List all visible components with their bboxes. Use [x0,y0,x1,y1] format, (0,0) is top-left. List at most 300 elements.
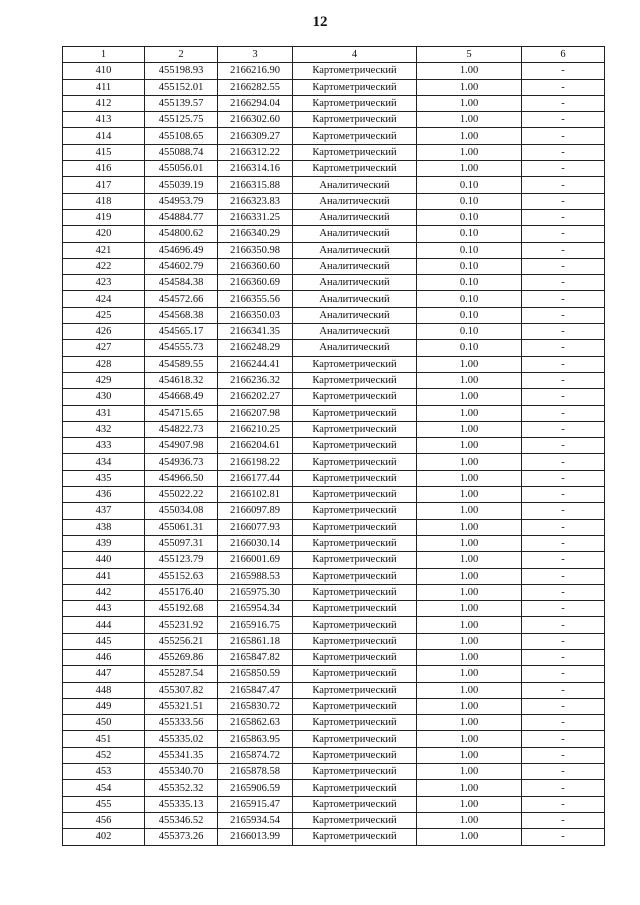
note-cell: - [522,63,605,79]
accuracy-cell: 1.00 [417,666,522,682]
note-cell: - [522,584,605,600]
note-cell: - [522,226,605,242]
note-cell: - [522,568,605,584]
accuracy-cell: 1.00 [417,584,522,600]
y-coordinate-cell: 2166202.27 [218,389,293,405]
y-coordinate-cell: 2166340.29 [218,226,293,242]
method-cell: Картометрический [293,356,417,372]
y-coordinate-cell: 2166302.60 [218,112,293,128]
y-coordinate-cell: 2166077.93 [218,519,293,535]
accuracy-cell: 1.00 [417,161,522,177]
accuracy-cell: 1.00 [417,731,522,747]
accuracy-cell: 1.00 [417,617,522,633]
point-number-cell: 449 [63,698,145,714]
point-number-cell: 425 [63,307,145,323]
table-row [63,454,605,470]
x-coordinate-cell: 455176.40 [145,584,218,600]
x-coordinate-cell: 455061.31 [145,519,218,535]
point-number-cell: 432 [63,421,145,437]
table-row [63,405,605,421]
method-cell: Аналитический [293,242,417,258]
table-row [63,601,605,617]
table-row [63,144,605,160]
table-row [63,552,605,568]
y-coordinate-cell: 2165861.18 [218,633,293,649]
note-cell: - [522,144,605,160]
point-number-cell: 453 [63,764,145,780]
note-cell: - [522,682,605,698]
x-coordinate-cell: 454966.50 [145,470,218,486]
x-coordinate-cell: 454953.79 [145,193,218,209]
point-number-cell: 411 [63,79,145,95]
y-coordinate-cell: 2165878.58 [218,764,293,780]
x-coordinate-cell: 455039.19 [145,177,218,193]
method-cell: Картометрический [293,617,417,633]
table-row [63,568,605,584]
x-coordinate-cell: 454936.73 [145,454,218,470]
y-coordinate-cell: 2165906.59 [218,780,293,796]
y-coordinate-cell: 2165934.54 [218,812,293,828]
table-header-row [63,47,605,63]
point-number-cell: 426 [63,324,145,340]
accuracy-cell: 1.00 [417,389,522,405]
x-coordinate-cell: 454568.38 [145,307,218,323]
table-row [63,275,605,291]
y-coordinate-cell: 2165850.59 [218,666,293,682]
table-row [63,209,605,225]
table-row [63,731,605,747]
column-header-3: 3 [218,47,293,63]
note-cell: - [522,535,605,551]
point-number-cell: 452 [63,747,145,763]
method-cell: Картометрический [293,780,417,796]
x-coordinate-cell: 454822.73 [145,421,218,437]
column-header-5: 5 [417,47,522,63]
point-number-cell: 421 [63,242,145,258]
point-number-cell: 413 [63,112,145,128]
y-coordinate-cell: 2166030.14 [218,535,293,551]
table-row [63,356,605,372]
accuracy-cell: 1.00 [417,405,522,421]
x-coordinate-cell: 455123.79 [145,552,218,568]
method-cell: Картометрический [293,470,417,486]
method-cell: Картометрический [293,438,417,454]
x-coordinate-cell: 454589.55 [145,356,218,372]
note-cell: - [522,454,605,470]
accuracy-cell: 1.00 [417,438,522,454]
accuracy-cell: 1.00 [417,421,522,437]
y-coordinate-cell: 2166314.16 [218,161,293,177]
note-cell: - [522,258,605,274]
y-coordinate-cell: 2165915.47 [218,796,293,812]
accuracy-cell: 1.00 [417,372,522,388]
y-coordinate-cell: 2165988.53 [218,568,293,584]
table-row [63,389,605,405]
y-coordinate-cell: 2166001.69 [218,552,293,568]
method-cell: Картометрический [293,421,417,437]
accuracy-cell: 1.00 [417,128,522,144]
method-cell: Картометрический [293,128,417,144]
method-cell: Аналитический [293,307,417,323]
point-number-cell: 442 [63,584,145,600]
point-number-cell: 435 [63,470,145,486]
accuracy-cell: 1.00 [417,63,522,79]
x-coordinate-cell: 455341.35 [145,747,218,763]
method-cell: Картометрический [293,633,417,649]
table-row [63,161,605,177]
method-cell: Картометрический [293,503,417,519]
y-coordinate-cell: 2165874.72 [218,747,293,763]
note-cell: - [522,780,605,796]
x-coordinate-cell: 455352.32 [145,780,218,796]
accuracy-cell: 1.00 [417,780,522,796]
method-cell: Картометрический [293,389,417,405]
accuracy-cell: 1.00 [417,470,522,486]
y-coordinate-cell: 2166294.04 [218,95,293,111]
note-cell: - [522,161,605,177]
method-cell: Картометрический [293,487,417,503]
y-coordinate-cell: 2166210.25 [218,421,293,437]
table-row [63,340,605,356]
x-coordinate-cell: 454565.17 [145,324,218,340]
note-cell: - [522,731,605,747]
table-row [63,242,605,258]
accuracy-cell: 0.10 [417,275,522,291]
accuracy-cell: 1.00 [417,144,522,160]
method-cell: Картометрический [293,372,417,388]
method-cell: Аналитический [293,258,417,274]
coordinates-table [62,46,605,846]
method-cell: Аналитический [293,177,417,193]
accuracy-cell: 1.00 [417,552,522,568]
table-row [63,764,605,780]
accuracy-cell: 0.10 [417,242,522,258]
table-row [63,372,605,388]
y-coordinate-cell: 2166360.60 [218,258,293,274]
x-coordinate-cell: 455192.68 [145,601,218,617]
note-cell: - [522,193,605,209]
y-coordinate-cell: 2166244.41 [218,356,293,372]
method-cell: Картометрический [293,829,417,845]
point-number-cell: 446 [63,649,145,665]
note-cell: - [522,601,605,617]
column-header-6: 6 [522,47,605,63]
note-cell: - [522,715,605,731]
note-cell: - [522,698,605,714]
table-row [63,63,605,79]
table-row [63,519,605,535]
table-row [63,682,605,698]
accuracy-cell: 1.00 [417,356,522,372]
accuracy-cell: 1.00 [417,454,522,470]
x-coordinate-cell: 455139.57 [145,95,218,111]
x-coordinate-cell: 454884.77 [145,209,218,225]
y-coordinate-cell: 2166360.69 [218,275,293,291]
x-coordinate-cell: 455256.21 [145,633,218,649]
point-number-cell: 456 [63,812,145,828]
point-number-cell: 429 [63,372,145,388]
x-coordinate-cell: 455198.93 [145,63,218,79]
table-row [63,829,605,845]
table-row [63,812,605,828]
table-row [63,95,605,111]
method-cell: Картометрический [293,812,417,828]
method-cell: Картометрический [293,454,417,470]
point-number-cell: 455 [63,796,145,812]
method-cell: Аналитический [293,275,417,291]
method-cell: Картометрический [293,601,417,617]
point-number-cell: 430 [63,389,145,405]
method-cell: Аналитический [293,291,417,307]
method-cell: Аналитический [293,340,417,356]
note-cell: - [522,112,605,128]
method-cell: Картометрический [293,112,417,128]
point-number-cell: 417 [63,177,145,193]
note-cell: - [522,666,605,682]
table-row [63,535,605,551]
x-coordinate-cell: 455088.74 [145,144,218,160]
x-coordinate-cell: 455333.56 [145,715,218,731]
table-row [63,177,605,193]
accuracy-cell: 1.00 [417,503,522,519]
y-coordinate-cell: 2166204.61 [218,438,293,454]
point-number-cell: 447 [63,666,145,682]
note-cell: - [522,356,605,372]
point-number-cell: 443 [63,601,145,617]
y-coordinate-cell: 2165830.72 [218,698,293,714]
y-coordinate-cell: 2166248.29 [218,340,293,356]
method-cell: Картометрический [293,95,417,111]
y-coordinate-cell: 2166341.35 [218,324,293,340]
table-row [63,324,605,340]
point-number-cell: 448 [63,682,145,698]
note-cell: - [522,340,605,356]
accuracy-cell: 1.00 [417,747,522,763]
accuracy-cell: 1.00 [417,764,522,780]
table-row [63,649,605,665]
x-coordinate-cell: 454907.98 [145,438,218,454]
table-body [63,63,605,845]
y-coordinate-cell: 2165863.95 [218,731,293,747]
y-coordinate-cell: 2166177.44 [218,470,293,486]
accuracy-cell: 0.10 [417,324,522,340]
x-coordinate-cell: 455346.52 [145,812,218,828]
accuracy-cell: 1.00 [417,715,522,731]
x-coordinate-cell: 455125.75 [145,112,218,128]
y-coordinate-cell: 2166350.03 [218,307,293,323]
x-coordinate-cell: 454696.49 [145,242,218,258]
y-coordinate-cell: 2166323.83 [218,193,293,209]
point-number-cell: 422 [63,258,145,274]
x-coordinate-cell: 455321.51 [145,698,218,714]
accuracy-cell: 1.00 [417,601,522,617]
y-coordinate-cell: 2165862.63 [218,715,293,731]
table-row [63,112,605,128]
note-cell: - [522,438,605,454]
point-number-cell: 427 [63,340,145,356]
point-number-cell: 410 [63,63,145,79]
y-coordinate-cell: 2165847.82 [218,649,293,665]
x-coordinate-cell: 455022.22 [145,487,218,503]
accuracy-cell: 1.00 [417,682,522,698]
method-cell: Картометрический [293,584,417,600]
point-number-cell: 418 [63,193,145,209]
table-row [63,780,605,796]
y-coordinate-cell: 2166102.81 [218,487,293,503]
method-cell: Картометрический [293,666,417,682]
y-coordinate-cell: 2165954.34 [218,601,293,617]
point-number-cell: 440 [63,552,145,568]
note-cell: - [522,649,605,665]
accuracy-cell: 0.10 [417,177,522,193]
point-number-cell: 434 [63,454,145,470]
point-number-cell: 439 [63,535,145,551]
page-number: 12 [312,14,328,30]
method-cell: Картометрический [293,552,417,568]
accuracy-cell: 1.00 [417,112,522,128]
point-number-cell: 454 [63,780,145,796]
accuracy-cell: 1.00 [417,535,522,551]
y-coordinate-cell: 2166355.56 [218,291,293,307]
x-coordinate-cell: 455335.13 [145,796,218,812]
accuracy-cell: 1.00 [417,829,522,845]
method-cell: Картометрический [293,79,417,95]
note-cell: - [522,503,605,519]
note-cell: - [522,633,605,649]
point-number-cell: 419 [63,209,145,225]
note-cell: - [522,177,605,193]
y-coordinate-cell: 2165975.30 [218,584,293,600]
accuracy-cell: 1.00 [417,812,522,828]
note-cell: - [522,275,605,291]
note-cell: - [522,324,605,340]
x-coordinate-cell: 455340.70 [145,764,218,780]
y-coordinate-cell: 2166282.55 [218,79,293,95]
table-row [63,470,605,486]
x-coordinate-cell: 454800.62 [145,226,218,242]
point-number-cell: 436 [63,487,145,503]
point-number-cell: 428 [63,356,145,372]
y-coordinate-cell: 2165916.75 [218,617,293,633]
point-number-cell: 437 [63,503,145,519]
note-cell: - [522,242,605,258]
table-row [63,633,605,649]
y-coordinate-cell: 2166097.89 [218,503,293,519]
x-coordinate-cell: 454555.73 [145,340,218,356]
point-number-cell: 431 [63,405,145,421]
accuracy-cell: 0.10 [417,307,522,323]
method-cell: Картометрический [293,63,417,79]
point-number-cell: 402 [63,829,145,845]
table-row [63,666,605,682]
accuracy-cell: 0.10 [417,209,522,225]
note-cell: - [522,487,605,503]
y-coordinate-cell: 2166198.22 [218,454,293,470]
x-coordinate-cell: 455269.86 [145,649,218,665]
note-cell: - [522,95,605,111]
point-number-cell: 441 [63,568,145,584]
y-coordinate-cell: 2166315.88 [218,177,293,193]
accuracy-cell: 1.00 [417,519,522,535]
point-number-cell: 414 [63,128,145,144]
method-cell: Картометрический [293,144,417,160]
method-cell: Картометрический [293,764,417,780]
accuracy-cell: 0.10 [417,340,522,356]
accuracy-cell: 0.10 [417,226,522,242]
note-cell: - [522,372,605,388]
accuracy-cell: 1.00 [417,568,522,584]
table-row [63,617,605,633]
table-row [63,503,605,519]
note-cell: - [522,405,605,421]
accuracy-cell: 0.10 [417,193,522,209]
accuracy-cell: 1.00 [417,633,522,649]
method-cell: Картометрический [293,698,417,714]
x-coordinate-cell: 455152.63 [145,568,218,584]
accuracy-cell: 1.00 [417,79,522,95]
note-cell: - [522,209,605,225]
accuracy-cell: 1.00 [417,649,522,665]
method-cell: Аналитический [293,226,417,242]
column-header-1: 1 [63,47,145,63]
note-cell: - [522,128,605,144]
note-cell: - [522,617,605,633]
y-coordinate-cell: 2166207.98 [218,405,293,421]
note-cell: - [522,796,605,812]
table-row [63,796,605,812]
accuracy-cell: 0.10 [417,258,522,274]
note-cell: - [522,291,605,307]
method-cell: Картометрический [293,747,417,763]
x-coordinate-cell: 454618.32 [145,372,218,388]
y-coordinate-cell: 2166013.99 [218,829,293,845]
note-cell: - [522,747,605,763]
y-coordinate-cell: 2166216.90 [218,63,293,79]
x-coordinate-cell: 454715.65 [145,405,218,421]
point-number-cell: 420 [63,226,145,242]
table-row [63,421,605,437]
x-coordinate-cell: 454668.49 [145,389,218,405]
accuracy-cell: 1.00 [417,487,522,503]
x-coordinate-cell: 455097.31 [145,535,218,551]
table-row [63,193,605,209]
method-cell: Аналитический [293,324,417,340]
method-cell: Картометрический [293,796,417,812]
method-cell: Картометрический [293,682,417,698]
note-cell: - [522,812,605,828]
x-coordinate-cell: 455034.08 [145,503,218,519]
table-row [63,307,605,323]
method-cell: Картометрический [293,405,417,421]
coordinates-table-container [62,46,604,846]
table-row [63,715,605,731]
y-coordinate-cell: 2166312.22 [218,144,293,160]
x-coordinate-cell: 455056.01 [145,161,218,177]
table-row [63,291,605,307]
x-coordinate-cell: 455287.54 [145,666,218,682]
y-coordinate-cell: 2166350.98 [218,242,293,258]
table-row [63,438,605,454]
table-row [63,226,605,242]
table-row [63,487,605,503]
point-number-cell: 416 [63,161,145,177]
method-cell: Аналитический [293,209,417,225]
point-number-cell: 450 [63,715,145,731]
accuracy-cell: 1.00 [417,796,522,812]
table-row [63,258,605,274]
point-number-cell: 433 [63,438,145,454]
note-cell: - [522,307,605,323]
